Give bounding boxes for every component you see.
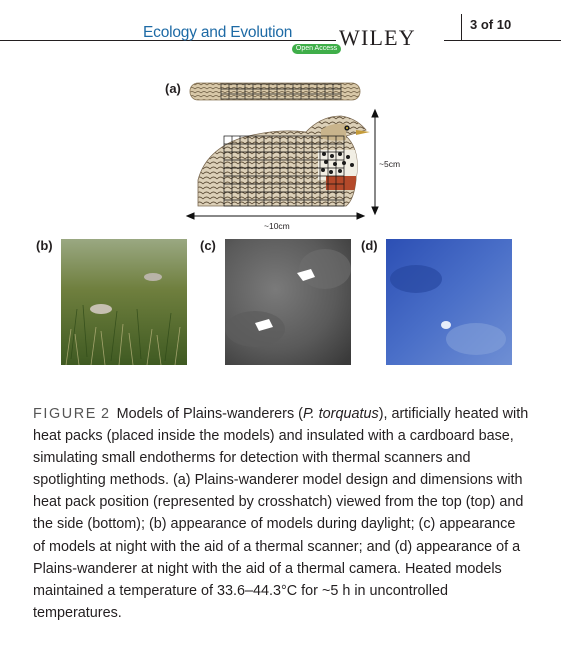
journal-title: Ecology and Evolution bbox=[143, 24, 293, 41]
panel-label-d: (d) bbox=[361, 238, 378, 253]
panel-label-b: (b) bbox=[36, 238, 53, 253]
publisher-logo: WILEY bbox=[339, 25, 416, 50]
thermal-scanner-photo bbox=[225, 239, 351, 365]
page-number: 3 of 10 bbox=[470, 17, 512, 32]
caption-text-lead: Models of Plains-wanderers ( bbox=[116, 406, 303, 422]
height-dimension-label: ~5cm bbox=[379, 159, 401, 169]
thermal-camera-photo bbox=[386, 239, 512, 365]
figure-number: 2 bbox=[100, 406, 111, 422]
model-top-view bbox=[189, 82, 361, 101]
species-name: P. torquatus bbox=[302, 406, 379, 422]
caption-text-body: ), artificially heated with heat packs (placed inside the models) and insulated with a cardboard base, simulating small endotherms for detection with thermal scanners and spotlighting methods. (a) Plains-wanderer model design and dimensions with heat pack position (represented by crosshatch) viewed from the top (top) and the side (bottom); (b) appearance of models during daylight; (c) appearance of models at night with the aid of a thermal scanner; and (d) appearance of a Plains-wanderer at night with the aid of a thermal camera. Heated models maintained a temperature of 33.6–44.3°C for ~5 h in uncontrolled temperatures. bbox=[33, 406, 529, 621]
figure-caption bbox=[33, 403, 529, 624]
header-divider bbox=[461, 14, 462, 41]
length-dimension-label: ~10cm bbox=[264, 221, 290, 231]
dimension-arrows bbox=[185, 108, 385, 228]
open-access-badge: Open Access bbox=[292, 44, 341, 54]
daylight-photo bbox=[61, 239, 187, 365]
panel-label-a: (a) bbox=[165, 81, 181, 96]
figure-label: FIGURE bbox=[33, 406, 97, 422]
panel-label-c: (c) bbox=[200, 238, 216, 253]
